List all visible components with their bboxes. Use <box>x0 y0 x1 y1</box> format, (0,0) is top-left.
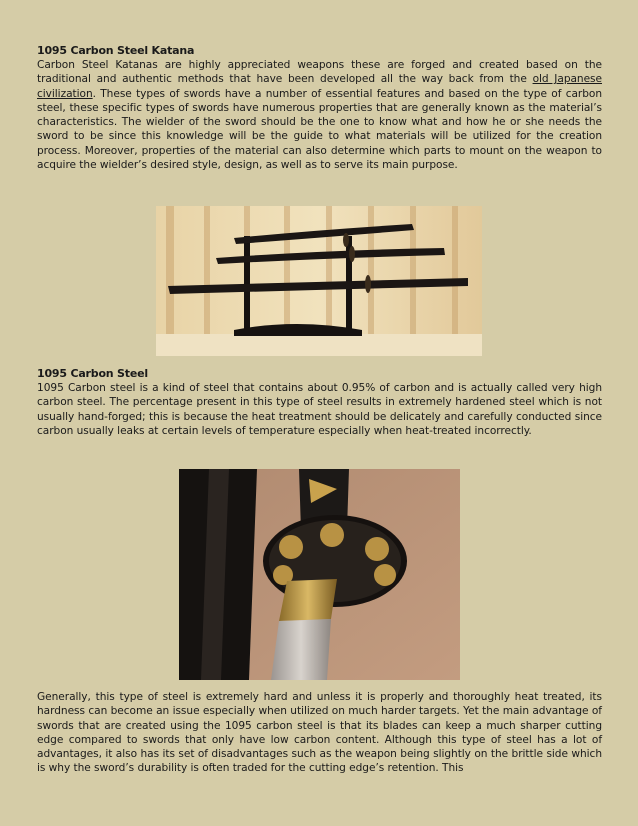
tsuba-closeup-photo <box>179 469 460 680</box>
section-katana <box>37 44 602 172</box>
paragraph-katana <box>37 58 602 172</box>
paragraph-hardness: Generally, this type of steel is extremely hard and unless it is properly and thoroughly heat treated, its hardness can become an issue especially when utilized on much harder targets. Yet the main advantage of swords that are created using the 1095 carbon steel is that its blades can keep a much sharper cutting edge compared to swords that only have low carbon content. Although this type of steel has a lot of advantages, it also has its set of disadvantages such as the weapon being slightly on the brittle side which is why the sword’s durability is often traded for the cutting edge’s retention. This <box>37 691 602 775</box>
heading-carbon-steel: 1095 Carbon Steel <box>37 367 148 380</box>
paragraph-katana-part2: . These types of swords have a number of essential features and based on the type of carbon steel, these specific types of swords have numerous properties that are generally known as the material’s characteristics. The wielder of the sword should be the one to know what and how he or she needs the sword to be since this knowledge will be the guide to what materials will be utilized for the creation process. Moreover, properties of the material can also determine which parts to mount on the weapon to acquire the wielder’s desired style, design, as well as to serve its main purpose. <box>37 87 602 172</box>
paragraph-carbon-steel: 1095 Carbon steel is a kind of steel that contains about 0.95% of carbon and is actually called very high carbon steel. The percentage present in this type of steel results in extremely hardened steel which is not usually hand-forged; this is because the heat treatment should be delicately and carefully conducted since carbon usually leaks at certain levels of temperature especially when heat-treated incorrectly. <box>37 382 602 437</box>
paragraph-katana-part1: Carbon Steel Katanas are highly appreciated weapons these are forged and created based on the traditional and authentic methods that have been developed all the way back from the <box>37 59 602 86</box>
section-carbon-steel <box>37 367 602 438</box>
tsuba-closeup-illustration <box>179 469 460 680</box>
heading-katana: 1095 Carbon Steel Katana <box>37 44 195 57</box>
section-hardness <box>37 690 602 776</box>
katana-stand-photo <box>156 206 482 356</box>
link-old-japanese-civilization[interactable]: old Japanese civilization <box>37 73 602 100</box>
katana-stand-illustration <box>156 206 482 356</box>
